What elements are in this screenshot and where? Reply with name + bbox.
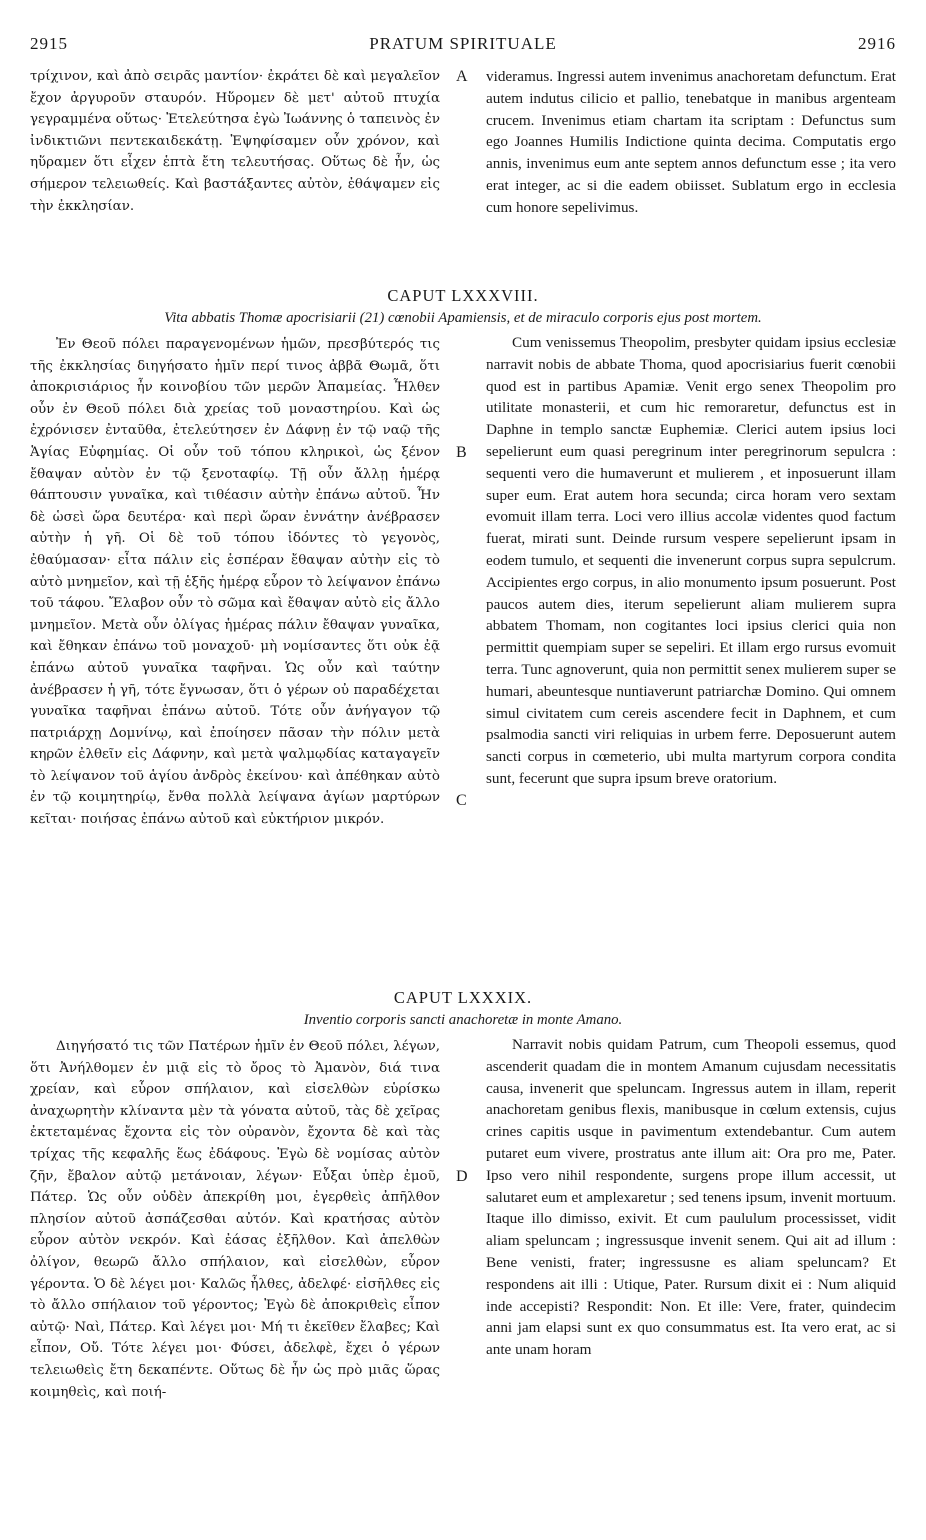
chapter-88-latin-column	[486, 332, 896, 982]
chapter-89-latin-text: Narravit nobis quidam Patrum, cum Theopoli essemus, quod ascenderit quadam die in montem Amanum cujusdam necessitatis causa, invenerit que speluncam. Ingressus autem in illam, reperit anachoretam genibus flexis, manibusque in cœlum extensis, cujus crines capitis usque in pavimentum extendebantur. Cum autem putaret eum vivere, prostratus ante illum ait: Ora pro me, Pater. Ipso vero nihil respondente, surgens prope illum accessit, ut salutaret eum et amplexaretur ; sed tenens ipsum, invenit mortuum. Itaque illo dimisso, exivit. Et cum paululum processisset, vidit aliam speluncam ; ingressusque invenit senem. Qui ait ad illum : Bene venisti, frater; ingressusne es aliam speluncam? Et respondens ait illi : Utique, Pater. Rursum dixit ei : Num aliquid inde accepisti? Respondit: Non. Et ille: Vere, frater, quindecim anni jam elapsi sunt ex quo consummatus est. Ita vero erat, ac si ante unam horam	[486, 1036, 896, 1359]
chapter-88-greek-column	[30, 334, 440, 974]
chapter-88-latin-text: Cum venissemus Theopolim, presbyter quidam ipsius ecclesiæ narravit nobis de abbate Thoma, quod apocrisiarius fuerit cœnobii quod est in partibus Apamiæ. Venit ergo senex Theopolim pro utilitate monasterii, et cum hic remoraretur, defunctus est in Daphne in templo sanctæ Euphemiæ. Clerici autem ipsius loci sepelierunt eum quasi peregrinum inter peregrinorum sepulcra : sequenti vero die humaverunt et mulierem , et inposuerunt illam super eum. Erat autem hora secunda; circa horam vero sextam evomuit illam terra. Loci vero illius accolæ videntes quod factum fuerat, mirati sunt. Deinde rursum vespere sepelierunt ipsam in eodem tumulo, et sequenti die invenerunt corpus supra sepulcrum. Accipientes ergo corpus, in alio monumento ipsum posuerunt. Post paucos autem dies, iterum sepelierunt aliam mulierem supra abbatem Thomam, non cogitantes loci ipsius clerici quia non permittit quempiam super se sepeliri. Et illam ergo rursus evomuit terra. Tunc agnoverunt, quia non permittit senex mulierem super se humari, abeuntesque nuntiaverunt patriarchæ Domino. Qui omnem simul civitatem cum cereis ascendere fecit in Daphnem, et cum psalmodia sancti viri reliquias in urbem ferre. Deposuerunt autem sancti corpus in cœmeterio, ubi multa martyrum corpora condita sunt, fecerunt que supra ipsum breve oratorium.	[486, 334, 896, 787]
chapter-89-title: CAPUT LXXXIX.	[393, 988, 533, 1007]
chapter-88-subtitle: Vita abbatis Thomæ apocrisiarii (21) cœnobii Apamiensis, et de miraculo corporis ejus post mortem.	[164, 310, 762, 326]
margin-letter-b: B	[456, 444, 467, 461]
top-latin-text: videramus. Ingressi autem invenimus anachoretam defunctum. Erat autem indutus cilicio et pallio, tenebatque in manibus argenteam crucem. Invenimus etiam chartam ita scriptam : Defunctus sum ego Joannes Humilis Indictione quinta decima. Computatis ergo annis, invenimus eum ante septem annos defunctum esse ; ita vero erat integer, ac si die eadem obiisset. Sublatum ergo in ecclesia cum honore sepelivimus.	[486, 68, 896, 216]
page	[30, 30, 896, 1520]
running-title: PRATUM SPIRITUALE	[369, 34, 557, 53]
margin-letter-a: A	[456, 68, 468, 85]
top-greek-column	[30, 66, 440, 286]
chapter-89-latin-column	[486, 1034, 896, 1484]
chapter-89-greek-column	[30, 1036, 440, 1476]
page-number-right: 2916	[858, 34, 896, 53]
chapter-88-greek-text: Ἐν Θεοῦ πόλει παραγενομένων ἡμῶν, πρεσβύτερός τις τῆς ἐκκλησίας διηγήσατο ἡμῖν περί τινος ἀββᾶ Θωμᾶ, ὅτι ἀποκρισιάριος ἦν κοινοβίου τῶν μερῶν Ἀπαμείας. Ἦλθεν οὖν ἐν Θεοῦ πόλει διὰ χρείας τοῦ μοναστηρίου. Καὶ ὡς ἐχρόνισεν ἐνταῦθα, ἐτελεύτησεν ἐν Δάφνῃ ἐν τῷ ναῷ τῆς Ἁγίας Εὐφημίας. Οἱ οὖν τοῦ τόπου κληρικοὶ, ὡς ξένον ἔθαψαν αὐτὸν ἐν τῷ ξενοταφίῳ. Τῇ οὖν ἄλλῃ ἡμέρᾳ θάπτουσιν γυναῖκα, καὶ τιθέασιν αὐτὴν ἐπάνω αὐτοῦ. Ἦν δὲ ὡσεὶ ὥρα δευτέρα· καὶ περὶ ὥραν ἐννάτην ἀνέβρασεν αὐτὴν ἡ γῆ. Οἱ δὲ τοῦ τόπου ἰδόντες τὸ γεγονὸς, ἐθαύμασαν· εἶτα πάλιν εἰς ἑσπέραν ἔθαψαν αὐτὴν εἰς τὸ αὐτὸ μνημεῖον, καὶ τῇ ἑξῆς ἡμέρᾳ εὗρον τὸ λείψανον ἐπάνω τοῦ τάφου. Ἔλαβον οὖν τὸ σῶμα καὶ ἔθαψαν αὐτὸ εἰς ἄλλο μνημεῖον. Μετὰ οὖν ὀλίγας ἡμέρας πάλιν ἔθαψαν γυναῖκα, καὶ ἔθηκαν ἐπάνω τοῦ μοναχοῦ· μὴ νομίσαντες ὅτι οὐκ ἐᾷ ἐπάνω αὐτοῦ γυναῖκα ταφῆναι. Ὡς οὖν καὶ ταύτην ἀνέβρασεν ἡ γῆ, τότε ἔγνωσαν, ὅτι ὁ γέρων οὐ παραδέχεται γυναῖκα ταφῆναι ἐπάνω αὐτοῦ. Τότε οὖν ἀνήγαγον τῷ πατριάρχῃ Δομνίνῳ, καὶ ἐποίησεν πᾶσαν τὴν πόλιν μετὰ κηρῶν ἐλθεῖν εἰς Δάφνην, καὶ μετὰ ψαλμῳδίας καταγαγεῖν τὸ λείψανον τοῦ ἁγίου ἀνδρὸς ἐκείνου· καὶ ἀπέθηκαν αὐτὸ ἐν τῷ κοιμητηρίῳ, ἔνθα πολλὰ λείψανα ἁγίων μαρτύρων κεῖται· ποιήσας ἐπάνω αὐτοῦ καὶ εὐκτήριον μικρόν.	[30, 337, 440, 828]
margin-letter-d: D	[456, 1168, 468, 1185]
page-number-left: 2915	[30, 34, 68, 53]
chapter-89-greek-text: Διηγήσατό τις τῶν Πατέρων ἡμῖν ἐν Θεοῦ πόλει, λέγων, ὅτι Ἀνήλθομεν ἐν μιᾷ εἰς τὸ ὄρος τὸ Ἀμανὸν, διά τινα χρείαν, καὶ εὗρον σπήλαιον, καὶ εἰσελθὼν εὑρίσκω ἀναχωρητὴν κλίναντα μὲν τὰ γόνατα αὐτοῦ, τὰς δὲ χεῖρας ἐκτεταμένας ἔχοντα εἰς τὸν οὐρανὸν, ἔχοντα δὲ καὶ τὰς τρίχας τῆς κεφαλῆς ἕως ἐδάφους. Ἐγὼ δὲ νομίσας αὐτὸν ζῆν, ἔβαλον αὐτῷ μετάνοιαν, λέγων· Εὖξαι ὑπὲρ ἐμοῦ, Πάτερ. Ὡς οὖν οὐδὲν ἀπεκρίθη μοι, ἐγερθεὶς ἀπῆλθον πλησίον αὐτοῦ ἀσπάζεσθαι αὐτόν. Καὶ κρατήσας αὐτὸν εὗρον αὐτὸν νεκρόν. Καὶ ἐάσας ἐξῆλθον. Καὶ ἀπελθὼν ὀλίγον, θεωρῶ ἄλλο σπήλαιον, καὶ εἰσελθὼν, εὗρον γέροντα. Ὁ δὲ λέγει μοι· Καλῶς ἦλθες, ἀδελφέ· εἰσῆλθες εἰς τὸ ἄλλο σπήλαιον τοῦ γέροντος; Ἐγὼ δὲ ἀποκριθεὶς εἶπον αὐτῷ· Ναὶ, Πάτερ. Καὶ λέγει μοι· Μή τι ἐκεῖθεν ἔλαβες; Καὶ εἶπον, Οὔ. Τότε λέγει μοι· Φύσει, ἀδελφὲ, ἔχει ὁ γέρων τελειωθεὶς ἔτη δεκαπέντε. Οὕτως δὲ ἦν ὡς πρὸ μιᾶς ὥρας κοιμηθεὶς, καὶ ποιή-	[30, 1039, 440, 1400]
margin-letter-c: C	[456, 792, 467, 809]
chapter-89-subtitle: Inventio corporis sancti anachoretæ in monte Amano.	[303, 1012, 623, 1028]
top-greek-text: τρίχινον, καὶ ἀπὸ σειρᾶς μαντίον· ἐκράτει δὲ καὶ μεγαλεῖον ἔχον ἀργυροῦν σταυρόν. Ηὕρομεν δὲ μετ' αὐτοῦ πτυχία γεγραμμένα οὕτως· Ἐτελεύτησα ἐγὼ Ἰωάννης ὁ ταπεινὸς ἐν ἰνδικτιῶνι πεντεκαιδεκάτῃ. Ἐψηφίσαμεν οὖν χρόνον, καὶ ηὕραμεν ὅτι εἶχεν ἑπτὰ ἔτη τελευτήσας. Οὕτως δὲ ἦν, ὡς σήμερον τελειωθείς. Καὶ βαστάξαντες αὐτὸν, ἐθάψαμεν εἰς τὴν ἐκκλησίαν.	[30, 69, 440, 214]
running-head	[30, 34, 896, 58]
chapter-88-title: CAPUT LXXXVIII.	[387, 286, 539, 305]
top-latin-column	[486, 66, 896, 286]
